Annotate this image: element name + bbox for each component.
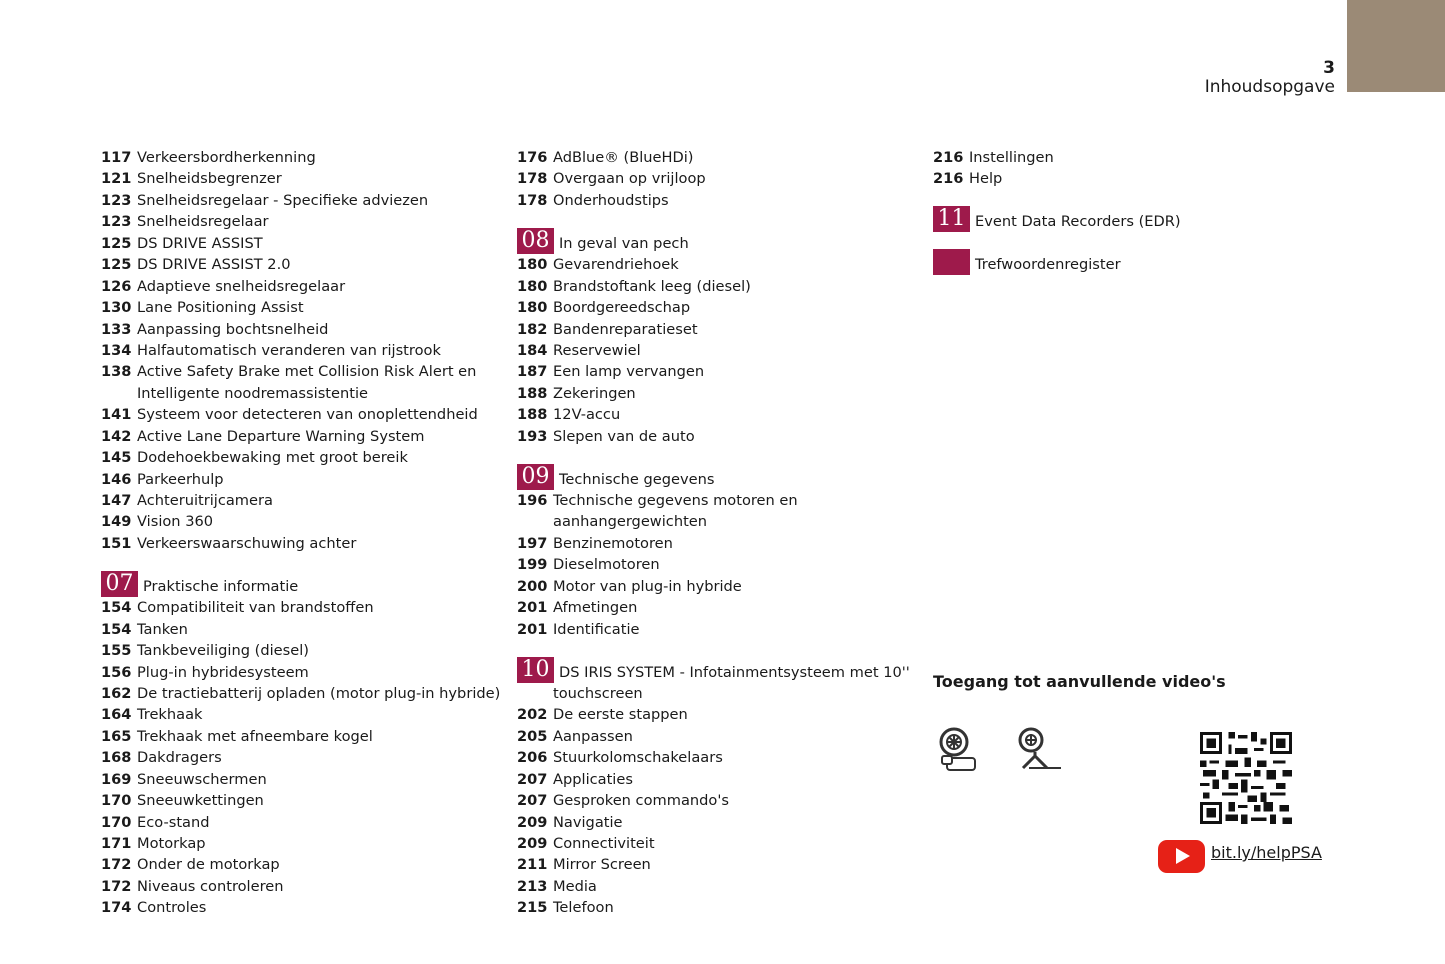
toc-entry-label: Verkeersbordherkenning (137, 149, 316, 166)
toc-entry-label: Achteruitrijcamera (137, 492, 273, 509)
toc-page-number: 123 (101, 213, 132, 231)
toc-entry[interactable] (101, 704, 501, 725)
toc-entry-label: Intelligente noodremassistentie (137, 384, 369, 402)
toc-entry-label: Systeem voor detecteren van onoplettendheid (137, 406, 478, 424)
toc-page-number: 207 (517, 792, 548, 810)
toc-entry[interactable] (101, 640, 501, 661)
toc-entry[interactable] (101, 597, 501, 618)
toc-entry[interactable] (517, 147, 917, 168)
toc-page-number: 215 (517, 899, 548, 917)
toc-page-number: 146 (101, 470, 132, 488)
toc-entry[interactable] (101, 662, 501, 683)
play-icon (1176, 848, 1190, 864)
toc-entry[interactable] (517, 790, 917, 811)
toc-entry-label: Trekhaak met afneembare kogel (137, 727, 373, 745)
toc-page-number: 201 (517, 620, 548, 638)
toc-entry[interactable] (101, 619, 501, 640)
toc-entry[interactable] (517, 490, 917, 511)
toc-entry-label: Benzinemotoren (553, 534, 673, 552)
toc-page-number: 133 (101, 320, 132, 338)
toc-entry[interactable] (517, 404, 917, 425)
toc-entry-label: Reservewiel (553, 341, 641, 359)
toc-entry[interactable] (517, 876, 917, 897)
page-tab (1347, 0, 1445, 92)
toc-page-number: 164 (101, 706, 132, 724)
toc-entry-label: Plug-in hybridesysteem (137, 663, 309, 681)
toc-entry-label: aanhangergewichten (553, 513, 708, 531)
chapter-title: Technische gegevens (559, 470, 715, 488)
toc-entry[interactable] (101, 897, 501, 918)
toc-page-number: 205 (517, 727, 548, 745)
toc-entry-label: Compatibiliteit van brandstoffen (137, 599, 374, 617)
toc-entry-label: Dodehoekbewaking met groot bereik (137, 449, 408, 467)
toc-page-number: 149 (101, 513, 132, 531)
toc-page-number: 178 (517, 170, 548, 188)
toc-entry-label: Identificatie (553, 620, 640, 638)
wheel-repair-kit-icon[interactable] (935, 726, 981, 776)
toc-entry[interactable] (101, 190, 501, 211)
toc-entry[interactable] (517, 254, 917, 275)
toc-entry[interactable] (517, 319, 917, 340)
toc-entry-label: Verkeerswaarschuwing achter (137, 534, 357, 552)
toc-page-number: 187 (517, 363, 548, 381)
chapter-title: DS IRIS SYSTEM - Infotainmentsysteem met 10'' (559, 663, 910, 681)
toc-entry-label: Een lamp vervangen (553, 363, 705, 381)
toc-entry-label: Telefoon (553, 899, 614, 917)
toc-entry[interactable] (517, 619, 917, 640)
toc-entry-label: Brandstoftank leeg (diesel) (553, 277, 751, 295)
toc-entry[interactable] (101, 319, 501, 340)
toc-page-number: 170 (101, 813, 132, 831)
toc-entry-label: Vision 360 (137, 513, 214, 531)
toc-entry-label: Afmetingen (553, 599, 638, 617)
toc-entry-label: Parkeerhulp (137, 470, 224, 488)
toc-entry[interactable] (101, 490, 501, 511)
toc-entry-label: Navigatie (553, 813, 623, 831)
chapter-10-heading[interactable] (517, 656, 917, 683)
toc-entry[interactable] (517, 747, 917, 768)
toc-entry-label: Onder de motorkap (137, 856, 280, 874)
toc-entry[interactable] (517, 276, 917, 297)
toc-page-number: 216 (933, 170, 964, 188)
toc-entry-label: Eco-stand (137, 813, 210, 831)
toc-entry[interactable] (101, 747, 501, 768)
toc-page-number: 188 (517, 406, 548, 424)
toc-entry[interactable] (517, 533, 917, 554)
toc-entry[interactable] (101, 533, 501, 554)
toc-column-1 (101, 147, 501, 919)
toc-page-number: 196 (517, 492, 548, 509)
toc-entry-label: De tractiebatterij opladen (motor plug-in hybride) (137, 684, 501, 702)
toc-entry-label: 12V-accu (553, 406, 621, 424)
toc-page-number: 174 (101, 899, 132, 917)
toc-page-number: 168 (101, 749, 132, 767)
toc-entry-label: Technische gegevens motoren en (553, 492, 798, 509)
toc-entry-label: AdBlue® (BlueHDi) (553, 149, 694, 166)
chapter-number-badge: 10 (517, 657, 554, 683)
toc-page-number: 126 (101, 277, 132, 295)
toc-page-number: 141 (101, 406, 132, 424)
toc-page-number: 123 (101, 191, 132, 209)
toc-entry[interactable] (101, 790, 501, 811)
toc-entry[interactable] (101, 361, 501, 382)
toc-entry[interactable] (517, 361, 917, 382)
toc-entry[interactable] (101, 876, 501, 897)
toc-entry-label: Tankbeveiliging (diesel) (137, 642, 309, 660)
toc-page-number: 184 (517, 341, 548, 359)
toc-entry-label: Applicaties (553, 770, 633, 788)
videos-heading: Toegang tot aanvullende video's (933, 672, 1226, 691)
toc-entry[interactable] (101, 276, 501, 297)
wheel-jack-icon[interactable] (1015, 726, 1061, 776)
toc-page-number: 180 (517, 277, 548, 295)
toc-entry[interactable] (517, 340, 917, 361)
toc-entry-label: Sneeuwschermen (137, 770, 267, 788)
toc-entry[interactable] (517, 190, 917, 211)
chapter-number-badge: 09 (517, 464, 554, 490)
toc-page-number: 193 (517, 427, 548, 445)
toc-page-number: 170 (101, 792, 132, 810)
toc-page-number: 154 (101, 620, 132, 638)
toc-page-number: 182 (517, 320, 548, 338)
chapter-11-heading[interactable] (933, 206, 1333, 232)
chapter-title-continuation (517, 683, 917, 704)
toc-entry[interactable] (101, 854, 501, 875)
toc-page-number: 209 (517, 835, 548, 852)
toc-page-number: 216 (933, 149, 964, 166)
toc-entry-label: Motorkap (137, 835, 206, 852)
toc-entry-label: Dakdragers (137, 749, 222, 767)
toc-page-number: 201 (517, 599, 548, 617)
toc-page-number: 178 (517, 191, 548, 209)
toc-page-number: 147 (101, 492, 132, 509)
toc-entry[interactable] (517, 383, 917, 404)
toc-column-3 (933, 147, 1333, 276)
toc-entry-label: Onderhoudstips (553, 191, 669, 209)
toc-entry-label: Overgaan op vrijloop (553, 170, 706, 188)
toc-entry[interactable] (101, 254, 501, 275)
toc-page-number: 188 (517, 384, 548, 402)
toc-entry[interactable] (101, 211, 501, 232)
chapter-title: Event Data Recorders (EDR) (975, 213, 1181, 231)
toc-entry[interactable] (101, 469, 501, 490)
toc-page-number: 172 (101, 877, 132, 895)
chapter-title-line2: touchscreen (553, 684, 643, 702)
index-title: Trefwoordenregister (975, 256, 1121, 274)
toc-entry[interactable] (101, 147, 501, 168)
toc-entry[interactable] (517, 168, 917, 189)
toc-page-number: 117 (101, 149, 132, 166)
toc-entry[interactable] (101, 812, 501, 833)
toc-page-number: 200 (517, 577, 548, 595)
index-heading[interactable] (933, 254, 1333, 275)
toc-page-number: 154 (101, 599, 132, 617)
toc-entry-label: Bandenreparatieset (553, 320, 698, 338)
qr-code[interactable] (1200, 732, 1292, 824)
toc-entry-label: Halfautomatisch veranderen van rijstrook (137, 341, 441, 359)
toc-entry[interactable] (517, 854, 917, 875)
toc-entry-label: Trekhaak (137, 706, 203, 724)
toc-entry-label: Adaptieve snelheidsregelaar (137, 277, 346, 295)
toc-entry-label: Media (553, 877, 597, 895)
toc-entry-label: Stuurkolomschakelaars (553, 749, 723, 767)
toc-page-number: 151 (101, 534, 132, 552)
toc-entry[interactable] (101, 726, 501, 747)
toc-page-number: 155 (101, 642, 132, 660)
toc-entry[interactable] (517, 704, 917, 725)
toc-entry[interactable] (101, 833, 501, 854)
toc-entry[interactable] (101, 426, 501, 447)
toc-page-number: 176 (517, 149, 548, 166)
page-number: 3 (1323, 58, 1335, 78)
toc-entry[interactable] (517, 576, 917, 597)
toc-entry-label: DS DRIVE ASSIST (137, 234, 263, 252)
toc-entry[interactable] (101, 447, 501, 468)
toc-entry[interactable] (517, 297, 917, 318)
toc-page-number: 121 (101, 170, 132, 188)
toc-page-number: 199 (517, 556, 548, 574)
toc-entry[interactable] (933, 168, 1333, 189)
toc-page-number: 171 (101, 835, 132, 852)
toc-entry[interactable] (517, 554, 917, 575)
toc-entry-label: Controles (137, 899, 207, 917)
toc-entry-label: Sneeuwkettingen (137, 792, 264, 810)
toc-entry-label: Help (969, 170, 1003, 188)
toc-entry[interactable] (517, 769, 917, 790)
toc-entry[interactable] (101, 297, 501, 318)
toc-page-number: 197 (517, 534, 548, 552)
toc-entry[interactable] (517, 511, 917, 532)
toc-entry-label: Aanpassen (553, 727, 633, 745)
toc-entry-label: Zekeringen (553, 384, 636, 402)
toc-page-number: 156 (101, 663, 132, 681)
toc-entry-label: Aanpassing bochtsnelheid (137, 320, 329, 338)
toc-entry[interactable] (933, 147, 1333, 168)
toc-page-number: 162 (101, 684, 132, 702)
chapter-number-badge: 08 (517, 228, 554, 254)
toc-entry-label: Dieselmotoren (553, 556, 660, 574)
toc-page-number: 142 (101, 427, 132, 445)
toc-page-number: 145 (101, 449, 132, 467)
toc-entry-label: Instellingen (969, 149, 1054, 166)
chapter-08-heading[interactable] (517, 227, 917, 254)
toc-page-number: 180 (517, 256, 548, 274)
page-title: Inhoudsopgave (1204, 77, 1335, 97)
toc-entry[interactable] (101, 340, 501, 361)
toc-page-number: 169 (101, 770, 132, 788)
chapter-number-badge: 07 (101, 571, 138, 597)
toc-page-number: 134 (101, 341, 132, 359)
toc-page-number: 207 (517, 770, 548, 788)
toc-page-number: 130 (101, 299, 132, 317)
chapter-number-badge: 11 (933, 206, 970, 232)
toc-entry-label: Snelheidsbegrenzer (137, 170, 282, 188)
toc-page-number: 125 (101, 256, 132, 274)
toc-entry-label: Slepen van de auto (553, 427, 695, 445)
toc-page-number: 125 (101, 234, 132, 252)
toc-page-number: 213 (517, 877, 548, 895)
toc-entry[interactable] (101, 769, 501, 790)
toc-page-number: 202 (517, 706, 548, 724)
toc-page-number: 209 (517, 813, 548, 831)
toc-entry-label: Connectiviteit (553, 835, 655, 852)
toc-page-number: 211 (517, 856, 548, 874)
toc-entry-label: Gesproken commando's (553, 792, 729, 810)
toc-page-number: 165 (101, 727, 132, 745)
toc-entry-label: Active Lane Departure Warning System (137, 427, 425, 445)
help-link[interactable]: bit.ly/helpPSA (1211, 843, 1322, 862)
toc-entry-label: Gevarendriehoek (553, 256, 679, 274)
chapter-title: In geval van pech (559, 234, 689, 252)
toc-page-number: 206 (517, 749, 548, 767)
chapter-title: Praktische informatie (143, 577, 299, 595)
index-badge (933, 249, 970, 275)
toc-entry-label: Boordgereedschap (553, 299, 691, 317)
toc-entry[interactable] (101, 404, 501, 425)
toc-entry-label: Snelheidsregelaar - Specifieke adviezen (137, 191, 429, 209)
toc-entry[interactable] (101, 233, 501, 254)
toc-entry-label: Lane Positioning Assist (137, 299, 304, 317)
toc-page-number: 138 (101, 363, 132, 381)
toc-entry[interactable] (517, 426, 917, 447)
toc-entry[interactable] (101, 683, 501, 704)
toc-entry-label: Tanken (137, 620, 188, 638)
toc-entry-label: Mirror Screen (553, 856, 651, 874)
toc-entry[interactable] (517, 812, 917, 833)
toc-entry[interactable] (101, 511, 501, 532)
chapter-07-heading[interactable] (101, 570, 501, 597)
toc-entry-label: De eerste stappen (553, 706, 688, 724)
toc-entry[interactable] (517, 897, 917, 918)
toc-column-2 (517, 147, 917, 919)
toc-page-number: 172 (101, 856, 132, 874)
toc-entry-label: Snelheidsregelaar (137, 213, 269, 231)
toc-entry-label: DS DRIVE ASSIST 2.0 (137, 256, 291, 274)
toc-entry-label: Niveaus controleren (137, 877, 284, 895)
toc-entry[interactable] (101, 383, 501, 404)
toc-page-number: 180 (517, 299, 548, 317)
toc-entry[interactable] (517, 833, 917, 854)
chapter-09-heading[interactable] (517, 463, 917, 490)
toc-entry-label: Motor van plug-in hybride (553, 577, 742, 595)
toc-entry-label: Active Safety Brake met Collision Risk Alert en (137, 363, 477, 381)
toc-entry[interactable] (517, 726, 917, 747)
toc-entry[interactable] (517, 597, 917, 618)
toc-entry[interactable] (101, 168, 501, 189)
